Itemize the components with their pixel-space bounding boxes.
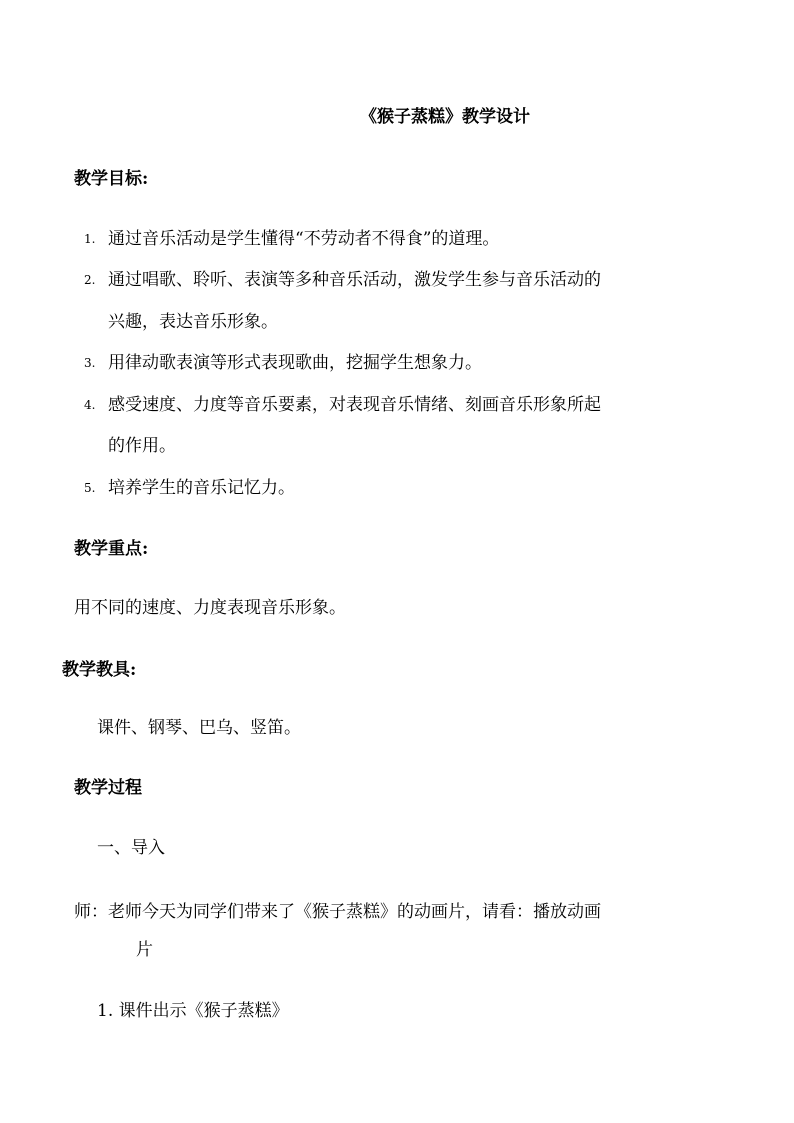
objective-text-continued: 兴趣，表达音乐形象。 [108,312,278,332]
teacher-line-continued: 片 [136,940,153,960]
objective-text: 通过唱歌、聆听、表演等多种音乐活动，激发学生参与音乐活动的 [108,270,601,290]
objective-text: 通过音乐活动是学生懂得“不劳动者不得食”的道理。 [108,229,500,249]
objective-text: 用律动歌表演等形式表现歌曲，挖掘学生想象力。 [108,353,482,373]
teacher-line: 师：老师今天为同学们带来了《猴子蒸糕》的动画片，请看：播放动画 [74,902,601,922]
objectives-heading: 教学目标: [74,169,149,189]
objective-text: 培养学生的音乐记忆力。 [108,478,295,498]
objective-number: 4. [84,398,96,412]
objective-text-continued: 的作用。 [108,436,176,456]
objective-number: 1. [84,232,96,246]
objective-number: 5. [84,481,96,495]
document-title: 《猴子蒸糕》教学设计 [360,107,530,127]
objective-number: 2. [84,273,96,287]
tools-text: 课件、钢琴、巴乌、竖笛。 [97,718,301,738]
key-points-heading: 教学重点: [74,539,149,559]
step-item: 1. 课件出示《猴子蒸糕》 [97,1001,289,1021]
section-heading-intro: 一、导入 [97,838,165,858]
tools-heading: 教学教具: [62,660,137,680]
process-heading: 教学过程 [74,778,142,798]
key-points-text: 用不同的速度、力度表现音乐形象。 [74,598,346,618]
objective-number: 3. [84,356,96,370]
objective-text: 感受速度、力度等音乐要素，对表现音乐情绪、刻画音乐形象所起 [108,395,601,415]
